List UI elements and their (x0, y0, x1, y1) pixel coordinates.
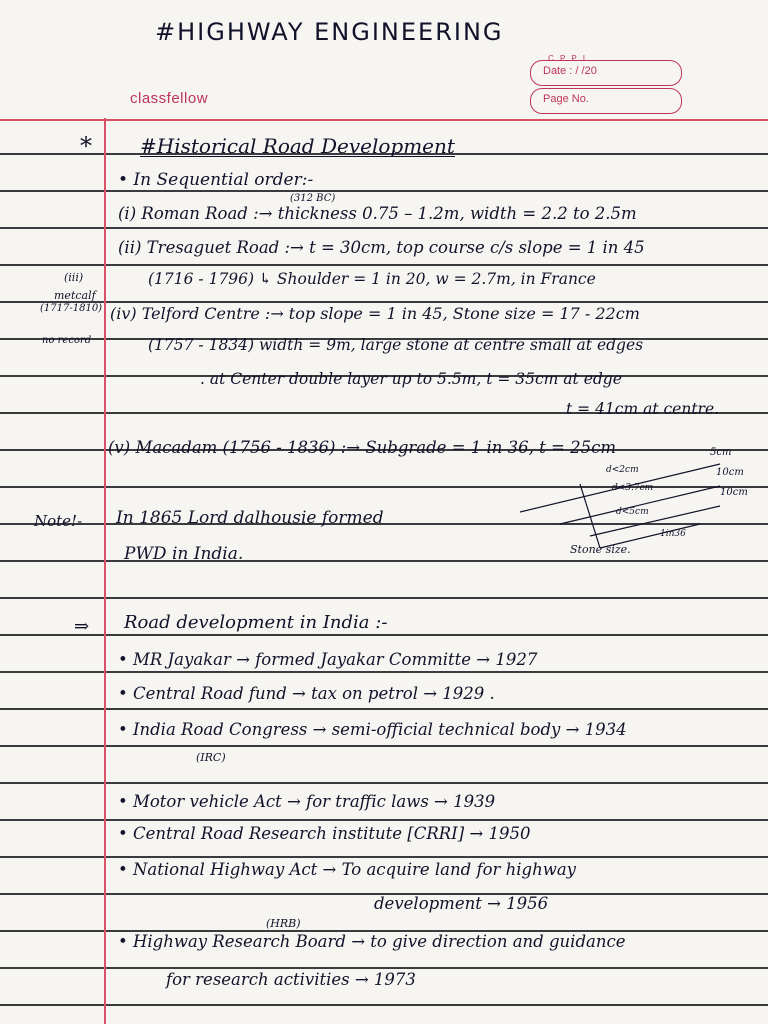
metcalf-years: (1717-1810) (40, 303, 103, 314)
metcalf-label: metcalf (54, 289, 96, 302)
list-item-continuation: for research activities → 1973 (166, 970, 416, 989)
telford-years-line: (1757 - 1834) width = 9m, large stone at centre small at edges (148, 336, 644, 354)
sketch-label-10cm-b: 10cm (720, 487, 748, 498)
cppl-label: C P P L (548, 54, 590, 63)
date-field: Date : / /20 (530, 60, 682, 86)
no-record-note: no record (42, 335, 92, 346)
list-item: • Central Road Research institute [CRRI] → 1950 (118, 824, 531, 843)
arrow-mark: ⇒ (74, 616, 90, 637)
sketch-label-d3: d<5cm (616, 507, 649, 517)
brand-logo-text: classfellow (130, 90, 209, 107)
list-item: • Central Road fund → tax on petrol → 1929 . (118, 684, 495, 703)
star-mark: * (80, 132, 92, 160)
list-item: • Highway Research Board → to give direction and guidance (118, 932, 626, 951)
telford-thickness-line: t = 41cm at centre. (566, 400, 720, 418)
sketch-label-d2: d<3.7cm (612, 483, 654, 493)
sketch-label-5cm: 5cm (710, 447, 732, 458)
list-item: • India Road Congress → semi-official technical body → 1934 (118, 720, 627, 739)
list-item-abbrev: (HRB) (266, 917, 301, 930)
telford-center-line: . at Center double layer up to 5.5m, t = 35cm at edge (200, 370, 622, 388)
tresaguet-line: (ii) Tresaguet Road :→ t = 30cm, top course c/s slope = 1 in 45 (118, 238, 645, 257)
tresaguet-years-line: (1716 - 1796) ↳ Shoulder = 1 in 20, w = 2.7m, in France (148, 270, 596, 288)
roman-road-line: (i) Roman Road :→ thickness 0.75 – 1.2m, width = 2.2 to 2.5m (118, 204, 637, 223)
page-title: #HIGHWAY ENGINEERING (155, 18, 504, 46)
header-rule (0, 119, 768, 121)
sketch-label-d1: d<2cm (606, 465, 639, 475)
metcalf-number: (iii) (64, 271, 84, 284)
sketch-line-low (590, 506, 720, 536)
sketch-label-slope: 1in36 (660, 529, 686, 539)
sketch-label-stone-size: Stone size. (570, 543, 631, 556)
note-label: Note!- (34, 512, 83, 530)
section-heading-history: #Historical Road Development (140, 134, 455, 158)
telford-line: (iv) Telford Centre :→ top slope = 1 in 45, Stone size = 17 - 22cm (110, 304, 640, 323)
note-line-1: In 1865 Lord dalhousie formed (116, 508, 384, 528)
section-heading-india: Road development in India :- (124, 612, 388, 633)
note-line-2: PWD in India. (124, 544, 244, 564)
list-item-continuation: development → 1956 (374, 894, 549, 913)
margin-rule (104, 118, 106, 1024)
intro-line: • In Sequential order:- (118, 170, 314, 190)
page-number-field: Page No. (530, 88, 682, 114)
list-item: • MR Jayakar → formed Jayakar Committe → 1927 (118, 650, 538, 669)
list-item-abbrev: (IRC) (196, 751, 226, 764)
list-item: • Motor vehicle Act → for traffic laws → 1939 (118, 792, 496, 811)
list-item: • National Highway Act → To acquire land for highway (118, 860, 577, 879)
roman-year: (312 BC) (290, 193, 336, 204)
sketch-label-10cm: 10cm (716, 467, 744, 478)
macadam-line: (v) Macadam (1756 - 1836) :→ Subgrade = 1 in 36, t = 25cm (108, 438, 616, 457)
